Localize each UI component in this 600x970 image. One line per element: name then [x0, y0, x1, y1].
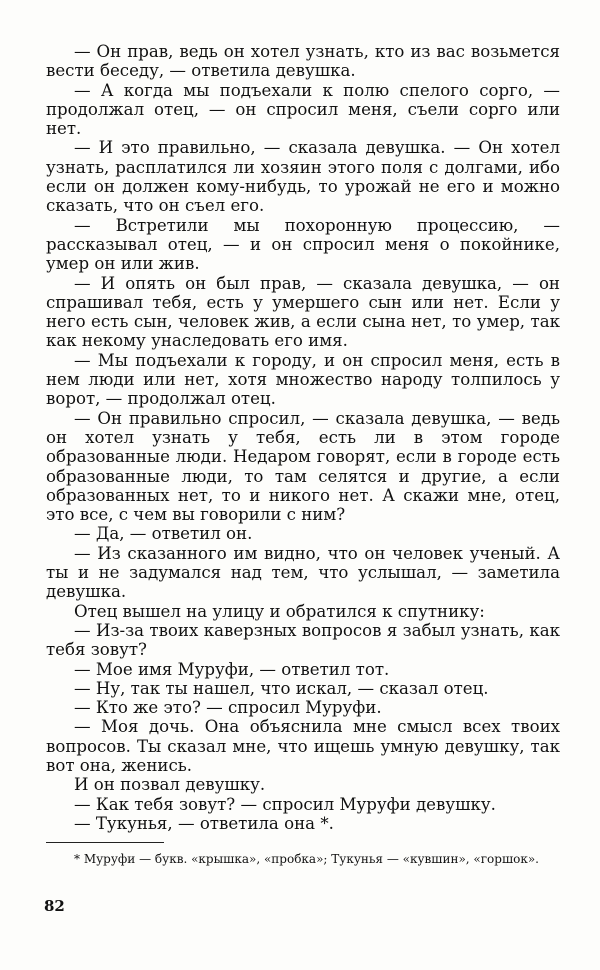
paragraph: — Тукунья, — ответила она *. [74, 813, 334, 833]
paragraph: — Моя дочь. Она объяснила мне смысл всех твоих вопросов. Ты сказал мне, что ищешь умную девушку, так вот она, женись. [46, 717, 560, 775]
footnote-divider [46, 842, 164, 843]
paragraph: — Как тебя зовут? — спросил Муруфи девушку. [74, 794, 496, 814]
paragraph: — Встретили мы похоронную процессию, — рассказывал отец, — и он спросил меня о покойнике, умер он или жив. [46, 215, 560, 274]
paragraph: — Мы подъехали к городу, и он спросил меня, есть в нем люди или нет, хотя множество народу толпилось у ворот, — продолжал отец. [46, 350, 560, 409]
paragraph: — Из сказанного им видно, что он человек ученый. А ты и не задумался над тем, что услышал, — заметила девушка. [46, 543, 560, 602]
paragraph: — И это правильно, — сказала девушка. — Он хотел узнать, расплатился ли хозяин этого поля с долгами, ибо если он должен кому-нибудь, то урожай не его и можно сказать, что он съел его. [46, 138, 560, 216]
paragraph: — А когда мы подъехали к полю спелого сорго, — продолжал отец, — он спросил меня, съели сорго или нет. [46, 80, 560, 139]
paragraph: — Ну, так ты нашел, что искал, — сказал отец. [74, 678, 489, 698]
paragraph: — Он правильно спросил, — сказала девушка, — ведь он хотел узнать у тебя, есть ли в этом городе образованные люди. Недаром говорят, если в городе есть образованные люди, то там селятся и другие, а если образованных нет, то и никого нет. А скажи мне, отец, это все, с чем вы говорили с ним? [46, 408, 560, 525]
paragraph: — Мое имя Муруфи, — ответил тот. [74, 659, 390, 679]
paragraph: Отец вышел на улицу и обратился к спутнику: [74, 601, 485, 621]
paragraph: — И опять он был прав, — сказала девушка, — он спрашивал тебя, есть у умершего сын или нет. Если у него есть сын, человек жив, а если сына нет, то умер, так как некому унаследовать его имя. [46, 273, 560, 351]
paragraph: — Кто же это? — спросил Муруфи. [74, 698, 382, 718]
paragraph: — Из-за твоих каверзных вопросов я забыл узнать, как тебя зовут? [46, 620, 560, 660]
paragraph: — Да, — ответил он. [74, 524, 253, 544]
footnote: * Муруфи — букв. «крышка», «пробка»; Тукунья — «кувшин», «горшок». [74, 852, 539, 866]
main-text [46, 42, 560, 833]
page-number: 82 [44, 897, 65, 915]
paragraph: — Он прав, ведь он хотел узнать, кто из вас возьмется вести беседу, — ответила девушка. [46, 42, 560, 81]
paragraph: И он позвал девушку. [74, 775, 266, 795]
